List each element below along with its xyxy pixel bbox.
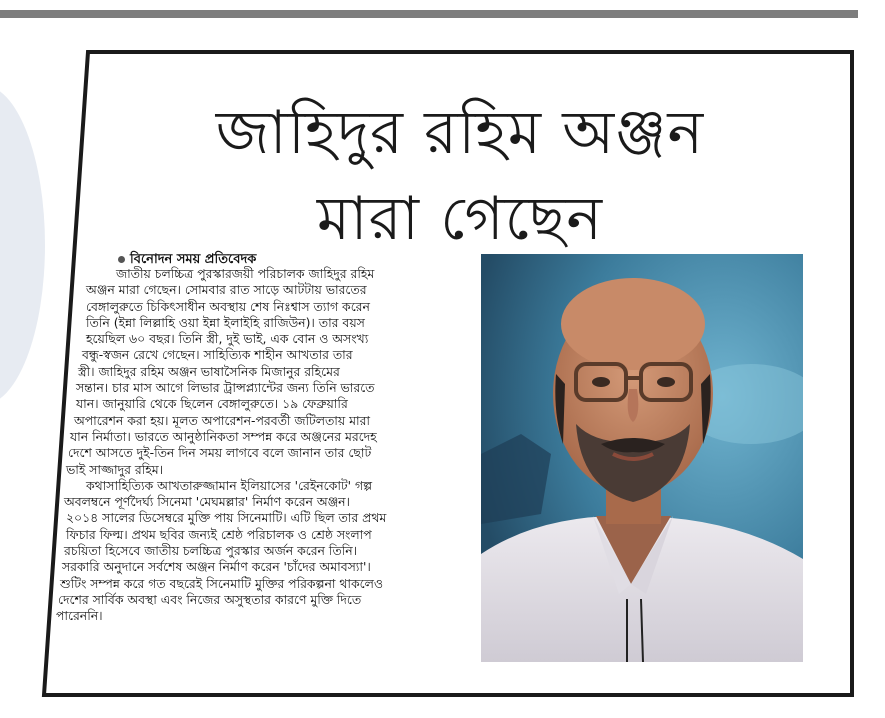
background-arc [0,85,45,405]
body-line: হয়েছিল ৬০ বছর। তিনি স্ত্রী, দুই ভাই, এক বোন ও অসংখ্য [86,331,369,347]
body-line: ২০১৪ সালের ডিসেম্বরে মুক্তি পায় সিনেমাটি। এটি ছিল তার প্রথম [66,510,387,526]
headline-line-1: জাহিদুর রহিম অঞ্জন [215,98,705,168]
body-line: ভাই সাজ্জাদুর রহিম। [66,461,164,477]
article-body [56,266,476,625]
body-line: দেশে আসতে দুই-তিন দিন সময় লাগবে বলে জানান তার ছোট [68,445,372,461]
body-line: অবলম্বনে পূর্ণদৈর্ঘ্য সিনেমা 'মেঘমল্লার' নির্মাণ করেন অঞ্জন। [64,494,350,510]
body-line: বন্ধু-স্বজন রেখে গেছেন। সাহিত্যিক শাহীন আখতার তার [82,347,353,363]
byline-text: বিনোদন সময় প্রতিবেদক [130,252,257,267]
headline [100,90,820,262]
body-line: তিনি (ইন্না লিল্লাহি ওয়া ইন্না ইলাইহি রাজিউন)। তার বয়স [86,314,365,330]
body-line: যান নির্মাতা। ভারতে আনুষ্ঠানিকতা সম্পন্ন করে অঞ্জনের মরদেহ [70,428,377,444]
top-rule [0,10,858,18]
body-line: ফিচার ফিল্ম। প্রথম ছবির জন্যই শ্রেষ্ঠ পরিচালক ও শ্রেষ্ঠ সংলাপ [66,526,372,542]
bullet-icon [118,256,125,263]
body-line: সন্তান। চার মাস আগে লিভার ট্রান্সপ্ল্যান্টের জন্য তিনি ভারতে [76,380,375,396]
body-line: অঞ্জন মারা গেছেন। সোমবার রাত সাড়ে আটটায় ভারতের [86,282,367,298]
body-line: রচয়িতা হিসেবে জাতীয় চলচ্চিত্র পুরস্কার অর্জন করেন তিনি। [64,543,358,559]
body-line: সরকারি অনুদানে সর্বশেষ অঞ্জন নির্মাণ করেন 'চাঁদের অমাবস্যা'। [62,559,371,575]
portrait-illustration [481,254,803,662]
body-line: কথাসাহিত্যিক আখতারুজ্জামান ইলিয়াসের 'রেইনকোট' গল্প [86,477,372,493]
portrait-photo [481,254,803,662]
body-line: দেশের সার্বিক অবস্থা এবং নিজের অসুস্থতার কারণে মুক্তি দিতে [58,591,362,607]
headline-line-2: মারা গেছেন [316,184,604,254]
body-line: জাতীয় চলচ্চিত্র পুরস্কারজয়ী পরিচালক জাহিদুর রহিম [116,266,375,281]
body-line: বেঙ্গালুরুতে চিকিৎসাধীন অবস্থায় শেষ নিঃশ্বাস ত্যাগ করেন [86,298,370,314]
body-line: যান। জানুয়ারি থেকে ছিলেন বেঙ্গালুরুতে। ১৯ ফেব্রুয়ারি [76,396,348,412]
body-line: অপারেশন করা হয়। মূলত অপারেশন-পরবর্তী জটিলতায় মারা [74,412,370,428]
body-line: পারেননি। [56,608,103,624]
body-line: শুটিং সম্পন্ন করে গত বছরেই সিনেমাটি মুক্তির পরিকল্পনা থাকলেও [60,575,383,591]
body-line: স্ত্রী। জাহিদুর রহিম অঞ্জন ভাষাসৈনিক মিজানুর রহিমের [78,363,340,379]
